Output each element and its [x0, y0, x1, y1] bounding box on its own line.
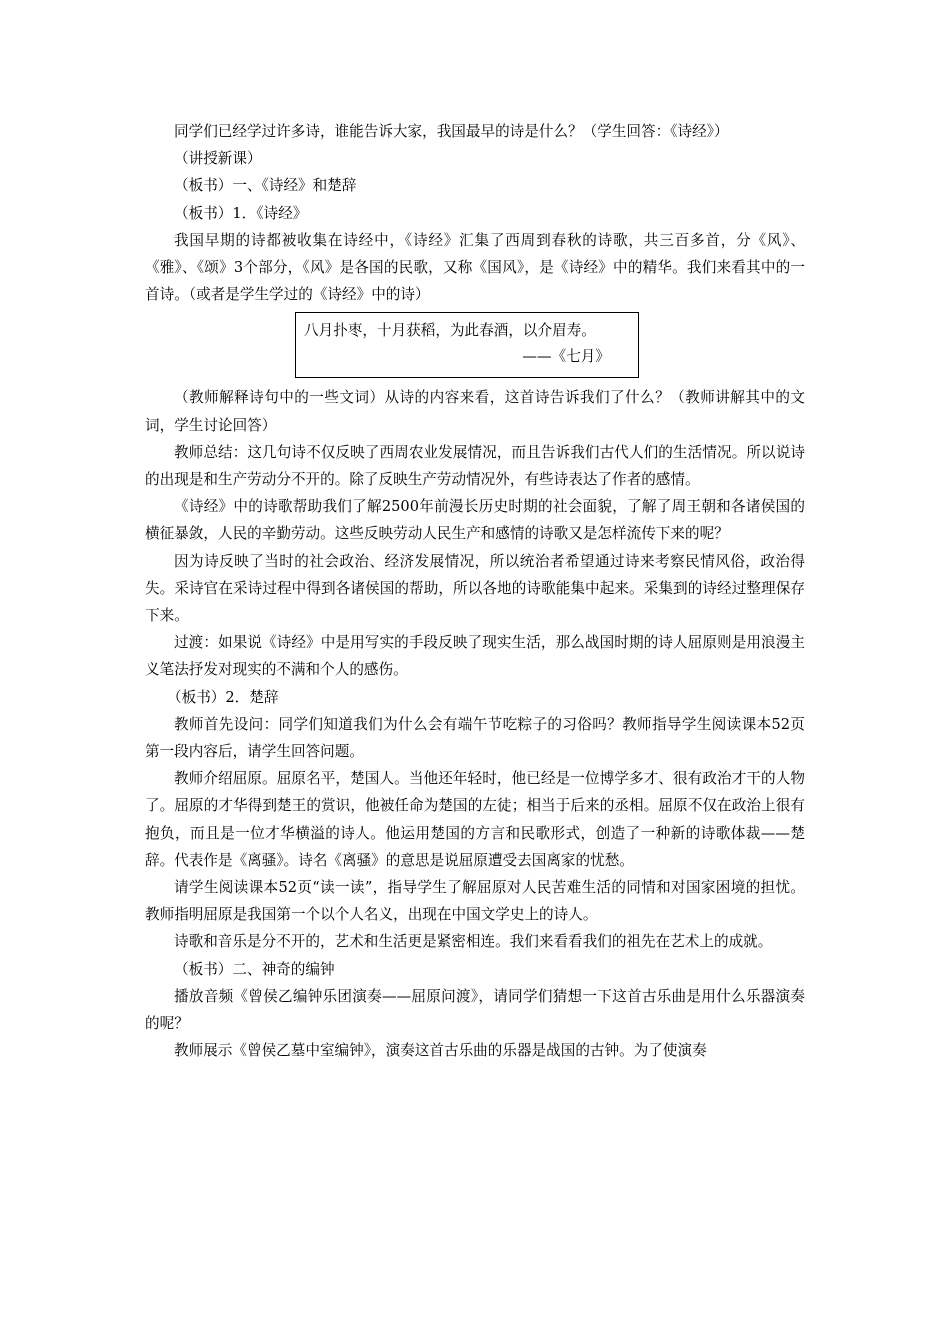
section-note: （讲授新课）: [174, 150, 262, 168]
shijing-history-paragraph: 《诗经》中的诗歌帮助我们了解2500年前漫长历史时期的社会面貌，了解了周王朝和各诸侯国的横征暴敛，人民的辛勤劳动。这些反映劳动人民生产和感情的诗歌又是怎样流传下来的呢？: [145, 498, 805, 543]
quyuan-intro-paragraph: 教师介绍屈原。屈原名平，楚国人。当他还年轻时，他已经是一位博学多才、很有政治才干的人物了。屈原的才华得到楚王的赏识，他被任命为楚国的左徒；相当于后来的丞相。屈原不仅在政治上很有抱负，而且是一位才华横溢的诗人。他运用楚国的方言和民歌形式，创造了一种新的诗歌体裁——楚辞。代表作是《离骚》。诗名《离骚》的意思是说屈原遭受去国离家的忧愁。: [145, 770, 805, 869]
intro-paragraph: 同学们已经学过许多诗，谁能告诉大家，我国最早的诗是什么？（学生回答：《诗经》）: [174, 123, 729, 140]
poem-collection-paragraph: 因为诗反映了当时的社会政治、经济发展情况，所以统治者希望通过诗来考察民情风俗，政治得失。采诗官在采诗过程中得到各诸侯国的帮助，所以各地的诗歌能集中起来。采集到的诗经过整理保存下来。: [145, 552, 805, 625]
shijing-paragraph: 我国早期的诗都被收集在诗经中，《诗经》汇集了西周到春秋的诗歌，共三百多首，分《风》、《雅》、《颂》3个部分，《风》是各国的民歌，又称《国风》，是《诗经》中的精华。我们来看其中的一首诗。（或者是学生学过的《诗经》中的诗）: [145, 231, 805, 304]
board-heading-1: （板书）一、《诗经》和楚辞: [174, 177, 357, 195]
transition-paragraph: 过渡：如果说《诗经》中是用写实的手段反映了现实生活，那么战国时期的诗人屈原则是用浪漫主义笔法抒发对现实的不满和个人的感伤。: [145, 634, 805, 679]
poem-source: ——《七月》: [522, 348, 610, 366]
board-subheading-shijing: （板书）1．《诗经》: [174, 204, 308, 222]
reading-paragraph: 请学生阅读课本52页“读一读”，指导学生了解屈原对人民苦难生活的同情和对国家困境的担忧。教师指明屈原是我国第一个以个人名义，出现在中国文学史上的诗人。: [145, 879, 805, 924]
teacher-summary-paragraph: 教师总结：这几句诗不仅反映了西周农业发展情况，而且告诉我们古代人们的生活情况。所以说诗的出现是和生产劳动分不开的。除了反映生产劳动情况外，有些诗表达了作者的感情。: [145, 443, 805, 489]
board-subheading-chuci: （板书）2．楚辞: [167, 688, 279, 706]
duanwu-question-paragraph: 教师首先设问：同学们知道我们为什么会有端午节吃粽子的习俗吗？教师指导学生阅读课本52页第一段内容后，请学生回答问题。: [145, 715, 805, 761]
poetry-music-paragraph: 诗歌和音乐是分不开的，艺术和生活更是紧密相连。我们来看看我们的祖先在艺术上的成就。: [174, 933, 773, 951]
bell-display-paragraph: 教师展示《曾侯乙墓中室编钟》，演奏这首古乐曲的乐器是战国的古钟。为了使演奏: [174, 1042, 707, 1060]
audio-paragraph: 播放音频《曾侯乙编钟乐团演奏——屈原问渡》，请同学们猜想一下这首古乐曲是用什么乐器演奏的呢？: [145, 987, 805, 1033]
document-page: [145, 118, 805, 1065]
board-heading-2: （板书）二、神奇的编钟: [174, 960, 335, 978]
poem-line: 八月扑枣，十月获稻，为此春酒，以介眉寿。: [304, 322, 596, 340]
poem-box: [295, 312, 639, 378]
teacher-explain-paragraph: （教师解释诗句中的一些文词）从诗的内容来看，这首诗告诉我们了什么？（教师讲解其中的文词，学生讨论回答）: [145, 389, 805, 434]
